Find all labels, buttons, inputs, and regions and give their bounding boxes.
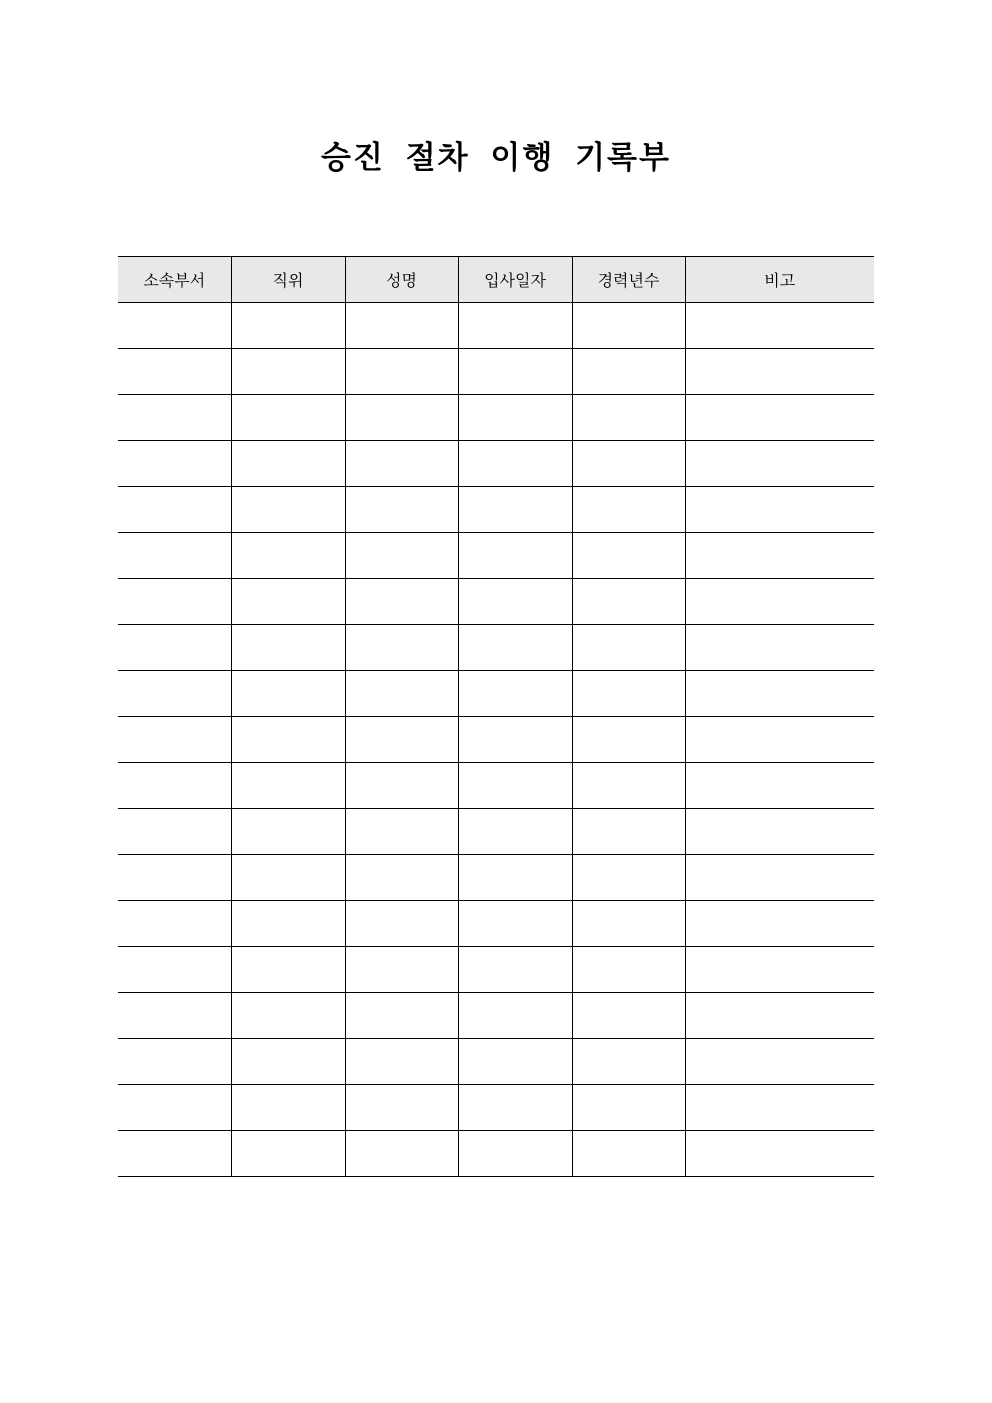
cell-position[interactable] xyxy=(231,533,345,579)
cell-hire-date[interactable] xyxy=(458,487,572,533)
cell-department[interactable] xyxy=(118,855,231,901)
cell-position[interactable] xyxy=(231,809,345,855)
cell-department[interactable] xyxy=(118,671,231,717)
cell-remarks[interactable] xyxy=(685,395,874,441)
cell-department[interactable] xyxy=(118,993,231,1039)
cell-remarks[interactable] xyxy=(685,533,874,579)
cell-hire-date[interactable] xyxy=(458,809,572,855)
cell-years-experience[interactable] xyxy=(572,901,685,947)
cell-name[interactable] xyxy=(345,303,458,349)
cell-department[interactable] xyxy=(118,1085,231,1131)
cell-remarks[interactable] xyxy=(685,809,874,855)
cell-department[interactable] xyxy=(118,303,231,349)
table-row xyxy=(118,947,874,993)
cell-position[interactable] xyxy=(231,671,345,717)
cell-hire-date[interactable] xyxy=(458,395,572,441)
cell-name[interactable] xyxy=(345,395,458,441)
cell-years-experience[interactable] xyxy=(572,717,685,763)
cell-remarks[interactable] xyxy=(685,901,874,947)
cell-years-experience[interactable] xyxy=(572,809,685,855)
cell-hire-date[interactable] xyxy=(458,441,572,487)
cell-position[interactable] xyxy=(231,349,345,395)
cell-department[interactable] xyxy=(118,625,231,671)
cell-position[interactable] xyxy=(231,625,345,671)
table-row xyxy=(118,395,874,441)
cell-department[interactable] xyxy=(118,487,231,533)
record-table xyxy=(118,256,874,1177)
cell-department[interactable] xyxy=(118,579,231,625)
cell-position[interactable] xyxy=(231,579,345,625)
cell-remarks[interactable] xyxy=(685,303,874,349)
cell-remarks[interactable] xyxy=(685,717,874,763)
table-row xyxy=(118,303,874,349)
cell-name[interactable] xyxy=(345,441,458,487)
cell-department[interactable] xyxy=(118,395,231,441)
cell-hire-date[interactable] xyxy=(458,1039,572,1085)
cell-remarks[interactable] xyxy=(685,579,874,625)
cell-position[interactable] xyxy=(231,855,345,901)
table-header-row xyxy=(118,257,874,303)
cell-hire-date[interactable] xyxy=(458,671,572,717)
cell-department[interactable] xyxy=(118,441,231,487)
cell-name[interactable] xyxy=(345,855,458,901)
cell-department[interactable] xyxy=(118,717,231,763)
cell-remarks[interactable] xyxy=(685,487,874,533)
table-row xyxy=(118,1131,874,1177)
header-position: 직위 xyxy=(231,257,345,303)
header-name: 성명 xyxy=(345,257,458,303)
cell-hire-date[interactable] xyxy=(458,901,572,947)
cell-department[interactable] xyxy=(118,1039,231,1085)
cell-hire-date[interactable] xyxy=(458,855,572,901)
table-row xyxy=(118,763,874,809)
cell-name[interactable] xyxy=(345,1039,458,1085)
cell-name[interactable] xyxy=(345,717,458,763)
header-years-experience: 경력년수 xyxy=(572,257,685,303)
cell-position[interactable] xyxy=(231,1039,345,1085)
cell-years-experience[interactable] xyxy=(572,671,685,717)
cell-department[interactable] xyxy=(118,901,231,947)
cell-name[interactable] xyxy=(345,487,458,533)
cell-position[interactable] xyxy=(231,947,345,993)
table-row xyxy=(118,1085,874,1131)
cell-remarks[interactable] xyxy=(685,441,874,487)
cell-remarks[interactable] xyxy=(685,763,874,809)
cell-remarks[interactable] xyxy=(685,1085,874,1131)
cell-years-experience[interactable] xyxy=(572,303,685,349)
cell-department[interactable] xyxy=(118,809,231,855)
cell-remarks[interactable] xyxy=(685,671,874,717)
cell-department[interactable] xyxy=(118,349,231,395)
table-row xyxy=(118,717,874,763)
cell-department[interactable] xyxy=(118,763,231,809)
cell-name[interactable] xyxy=(345,809,458,855)
cell-position[interactable] xyxy=(231,395,345,441)
cell-hire-date[interactable] xyxy=(458,1085,572,1131)
cell-years-experience[interactable] xyxy=(572,1131,685,1177)
cell-name[interactable] xyxy=(345,993,458,1039)
cell-years-experience[interactable] xyxy=(572,947,685,993)
cell-years-experience[interactable] xyxy=(572,487,685,533)
cell-remarks[interactable] xyxy=(685,993,874,1039)
cell-remarks[interactable] xyxy=(685,1039,874,1085)
cell-hire-date[interactable] xyxy=(458,533,572,579)
cell-position[interactable] xyxy=(231,1085,345,1131)
cell-years-experience[interactable] xyxy=(572,533,685,579)
cell-position[interactable] xyxy=(231,763,345,809)
table-row xyxy=(118,441,874,487)
cell-hire-date[interactable] xyxy=(458,947,572,993)
cell-hire-date[interactable] xyxy=(458,303,572,349)
cell-position[interactable] xyxy=(231,993,345,1039)
cell-years-experience[interactable] xyxy=(572,395,685,441)
table-row xyxy=(118,809,874,855)
cell-hire-date[interactable] xyxy=(458,1131,572,1177)
cell-years-experience[interactable] xyxy=(572,625,685,671)
table-row xyxy=(118,855,874,901)
table-row xyxy=(118,487,874,533)
cell-name[interactable] xyxy=(345,901,458,947)
table-row xyxy=(118,625,874,671)
cell-hire-date[interactable] xyxy=(458,579,572,625)
cell-years-experience[interactable] xyxy=(572,579,685,625)
cell-remarks[interactable] xyxy=(685,625,874,671)
cell-position[interactable] xyxy=(231,1131,345,1177)
cell-department[interactable] xyxy=(118,1131,231,1177)
table-row xyxy=(118,901,874,947)
cell-position[interactable] xyxy=(231,303,345,349)
cell-department[interactable] xyxy=(118,947,231,993)
header-remarks: 비고 xyxy=(685,257,874,303)
cell-hire-date[interactable] xyxy=(458,993,572,1039)
cell-name[interactable] xyxy=(345,947,458,993)
table-row xyxy=(118,349,874,395)
page-title: 승진 절차 이행 기록부 xyxy=(321,140,671,176)
cell-name[interactable] xyxy=(345,625,458,671)
cell-remarks[interactable] xyxy=(685,947,874,993)
table-row xyxy=(118,533,874,579)
cell-remarks[interactable] xyxy=(685,1131,874,1177)
cell-years-experience[interactable] xyxy=(572,1039,685,1085)
cell-hire-date[interactable] xyxy=(458,625,572,671)
table-row xyxy=(118,993,874,1039)
header-department: 소속부서 xyxy=(118,257,231,303)
cell-remarks[interactable] xyxy=(685,855,874,901)
cell-name[interactable] xyxy=(345,579,458,625)
table-row xyxy=(118,1039,874,1085)
cell-years-experience[interactable] xyxy=(572,763,685,809)
cell-position[interactable] xyxy=(231,717,345,763)
cell-hire-date[interactable] xyxy=(458,717,572,763)
cell-years-experience[interactable] xyxy=(572,349,685,395)
cell-remarks[interactable] xyxy=(685,349,874,395)
table-row xyxy=(118,579,874,625)
cell-hire-date[interactable] xyxy=(458,763,572,809)
cell-name[interactable] xyxy=(345,763,458,809)
header-hire-date: 입사일자 xyxy=(458,257,572,303)
cell-name[interactable] xyxy=(345,1131,458,1177)
cell-years-experience[interactable] xyxy=(572,855,685,901)
table-body xyxy=(118,303,874,1177)
table-row xyxy=(118,671,874,717)
cell-years-experience[interactable] xyxy=(572,441,685,487)
cell-position[interactable] xyxy=(231,901,345,947)
cell-name[interactable] xyxy=(345,671,458,717)
cell-name[interactable] xyxy=(345,533,458,579)
cell-years-experience[interactable] xyxy=(572,1085,685,1131)
cell-years-experience[interactable] xyxy=(572,993,685,1039)
cell-name[interactable] xyxy=(345,349,458,395)
cell-position[interactable] xyxy=(231,441,345,487)
cell-name[interactable] xyxy=(345,1085,458,1131)
cell-department[interactable] xyxy=(118,533,231,579)
cell-hire-date[interactable] xyxy=(458,349,572,395)
cell-position[interactable] xyxy=(231,487,345,533)
